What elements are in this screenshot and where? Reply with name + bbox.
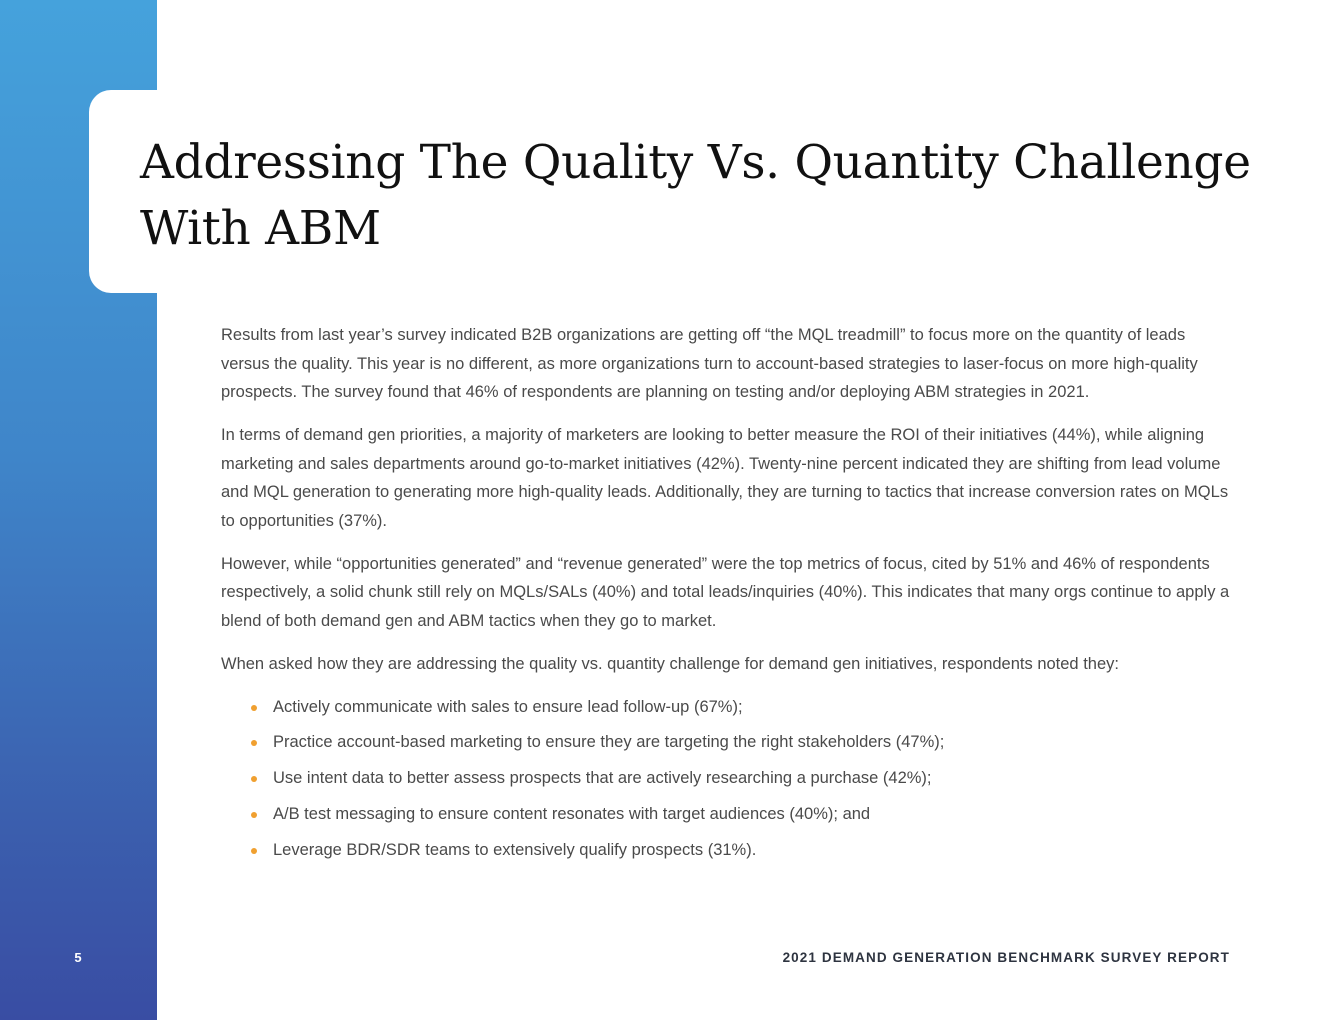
bullet-dot-icon [251,776,257,782]
bullet-item [221,764,1236,793]
paragraph: However, while “opportunities generated” and “revenue generated” were the top metrics of focus, cited by 51% and 46% of respondents respectively, a solid chunk still rely on MQLs/SALs (40%) and total leads/inquiries (40%). This indicates that many orgs continue to apply a blend of both demand gen and ABM tactics when they go to market. [221,554,1230,630]
bullet-dot-icon [251,812,257,818]
bullet-dot-icon [251,705,257,711]
bullet-dot-icon [251,740,257,746]
bullet-list [221,693,1236,865]
page-title-line-2: With ABM [140,201,381,256]
paragraph: When asked how they are addressing the quality vs. quantity challenge for demand gen initiatives, respondents noted they: [221,654,1119,673]
bullet-item [221,800,1236,829]
bullet-text: Use intent data to better assess prospects that are actively researching a purchase (42%); [273,769,932,788]
bullet-text: A/B test messaging to ensure content resonates with target audiences (40%); and [273,804,871,823]
report-name-footer: 2021 DEMAND GENERATION BENCHMARK SURVEY REPORT [782,950,1230,965]
bullet-item [221,836,1236,865]
body-text [221,321,1236,871]
paragraph: In terms of demand gen priorities, a majority of marketers are looking to better measure the ROI of their initiatives (44%), while aligning marketing and sales departments around go-to-market initiatives (42%). Twenty-nine percent indicated they are shifting from lead volume and MQL generation to generating more high-quality leads. Additionally, they are turning to tactics that increase conversion rates on MQLs to opportunities (37%). [221,426,1229,530]
bullet-text: Actively communicate with sales to ensure lead follow-up (67%); [273,697,743,716]
page-title [140,130,1260,262]
paragraph: Results from last year’s survey indicated B2B organizations are getting off “the MQL treadmill” to focus more on the quantity of leads versus the quality. This year is no different, as more organizations turn to account-based strategies to laser-focus on more high-quality prospects. The survey found that 46% of respondents are planning on testing and/or deploying ABM strategies in 2021. [221,326,1198,401]
bullet-item [221,693,1236,722]
page-number: 5 [74,950,82,965]
bullet-text: Leverage BDR/SDR teams to extensively qualify prospects (31%). [273,840,757,859]
page-title-line-1: Addressing The Quality Vs. Quantity Challenge [140,135,1251,190]
bullet-dot-icon [251,848,257,854]
bullet-text: Practice account-based marketing to ensure they are targeting the right stakeholders (47%); [273,733,945,752]
bullet-item [221,728,1236,757]
